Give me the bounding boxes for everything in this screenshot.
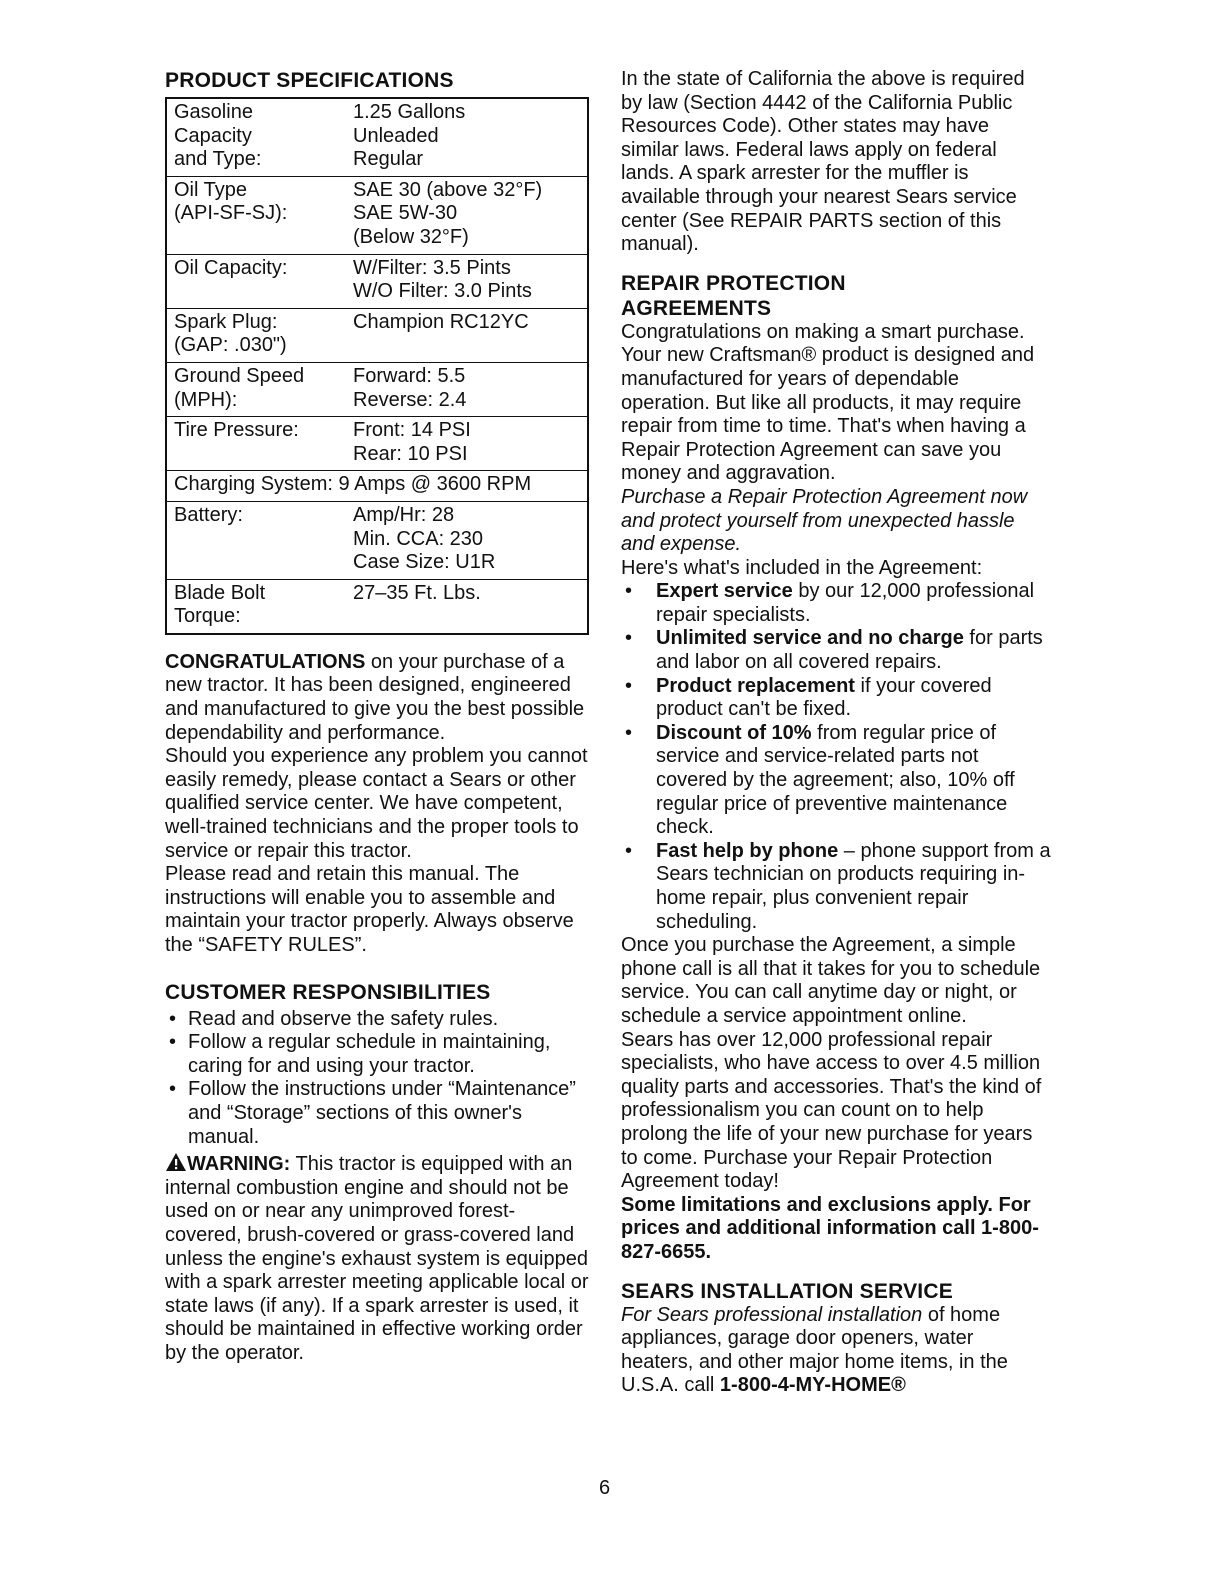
spec-label: Tire Pressure:	[174, 419, 299, 442]
table-row	[166, 254, 588, 308]
rpa-title-line-1: REPAIR PROTECTION	[621, 271, 846, 295]
responsibilities-list	[165, 1008, 590, 1150]
list-item	[621, 722, 1051, 840]
benefit-label: Expert service	[656, 580, 793, 603]
spec-full: Charging System: 9 Amps @ 3600 RPM	[174, 473, 532, 496]
spec-value: 27–35 Ft. Lbs.	[353, 581, 481, 604]
congrats-text: on your purchase of a new tractor. It has been designed, engineered and manufactured to give you the best possible dependability and performance.	[165, 650, 585, 744]
table-row	[166, 579, 588, 634]
spec-value: Front: 14 PSI Rear: 10 PSI	[353, 419, 471, 465]
rpa-paragraph-2: Once you purchase the Agreement, a simple phone call is all that it takes for you to schedule service. You can call anytime day or night, or schedule a service appointment online.	[621, 934, 1041, 1027]
benefit-text: by our 12,000 professional repair specialists.	[656, 580, 1035, 626]
benefit-text: for parts and labor on all covered repairs.	[656, 627, 1043, 674]
congratulations-paragraph	[165, 651, 590, 745]
table-row	[166, 176, 588, 254]
spec-value: W/Filter: 3.5 Pints W/O Filter: 3.0 Pints	[353, 256, 532, 303]
responsibilities-title: CUSTOMER RESPONSIBILITIES	[165, 980, 491, 1004]
california-paragraph: In the state of California the above is required by law (Section 4442 of the California Public Resources Code). Other states may have similar laws. Federal laws apply on federal lands. A spark arrester for the muffler is available through your nearest Sears service center (See REPAIR PARTS section of this manual).	[621, 68, 1025, 256]
benefit-label: Fast help by phone	[656, 839, 839, 862]
congrats-paragraph-3: Please read and retain this manual. The instructions will enable you to assemble and maintain your tractor properly. Always observe the “SAFETY RULES”.	[165, 863, 574, 956]
benefit-text: – phone support from a Sears technician on products requiring in-home repair, plus convenient repair scheduling.	[656, 839, 1051, 933]
spec-label: Spark Plug: (GAP: .030")	[174, 310, 287, 357]
list-item	[621, 840, 1051, 934]
table-row	[166, 501, 588, 579]
spec-value: Amp/Hr: 28 Min. CCA: 230 Case Size: U1R	[353, 503, 496, 574]
table-row	[166, 471, 588, 502]
table-row	[166, 308, 588, 362]
rpa-benefits-list	[621, 580, 1051, 934]
spec-value: Champion RC12YC	[353, 310, 529, 333]
installation-phone: 1-800-4-MY-HOME®	[719, 1374, 906, 1397]
rpa-paragraph-1: Congratulations on making a smart purchase. Your new Craftsman® product is designed and manufactured for years of dependable operation. But like all products, it may require repair from time to time. That's when having a Repair Protection Agreement can save you money and aggravation.	[621, 320, 1035, 485]
benefit-label: Product replacement	[656, 674, 855, 697]
benefit-label: Unlimited service and no charge	[656, 627, 964, 650]
rpa-limitations: Some limitations and exclusions apply. For prices and additional information call 1-800-827-6655.	[621, 1193, 1039, 1263]
installation-title: SEARS INSTALLATION SERVICE	[621, 1279, 953, 1303]
spec-value: SAE 30 (above 32°F) SAE 5W-30 (Below 32°F)	[353, 178, 543, 248]
spec-label: Blade Bolt Torque:	[174, 581, 266, 628]
table-row	[166, 98, 588, 176]
warning-paragraph	[165, 1152, 590, 1365]
list-item	[621, 627, 1051, 674]
list-item: • Follow the instructions under “Maintenance” and “Storage” sections of this owner's manual.	[165, 1078, 590, 1149]
table-row	[166, 362, 588, 416]
right-column	[621, 68, 1051, 1398]
congrats-lead: CONGRATULATIONS	[165, 650, 366, 673]
installation-italic: For Sears professional installation	[621, 1303, 923, 1326]
list-item	[621, 675, 1051, 722]
rpa-italic-paragraph: Purchase a Repair Protection Agreement now and protect yourself from unexpected hassle and expense.	[621, 485, 1028, 556]
warning-label: WARNING:	[187, 1153, 291, 1176]
congrats-paragraph-2: Should you experience any problem you cannot easily remedy, please contact a Sears or other qualified service center. We have competent, well-trained technicians and the proper tools to service or repair this tractor.	[165, 745, 588, 862]
table-row	[166, 417, 588, 471]
benefit-label: Discount of 10%	[656, 721, 812, 744]
spec-value: 1.25 Gallons Unleaded Regular	[353, 101, 466, 171]
list-item: • Follow a regular schedule in maintaining, caring for and using your tractor.	[165, 1031, 590, 1078]
specifications-table	[165, 97, 589, 635]
rpa-paragraph-3: Sears has over 12,000 professional repair specialists, who have access to over 4.5 million quality parts and accessories. That's the kind of professionalism you can count on to help prolong the life of your new purchase for years to come. Purchase your Repair Protection Agreement today!	[621, 1028, 1042, 1193]
spec-label: Battery:	[174, 503, 243, 526]
spec-label: Gasoline Capacity and Type:	[174, 101, 262, 171]
spec-value: Forward: 5.5 Reverse: 2.4	[353, 364, 467, 411]
installation-paragraph	[621, 1304, 1051, 1398]
left-column	[165, 68, 590, 1366]
rpa-title-line-2: AGREEMENTS	[621, 296, 772, 320]
warning-icon	[165, 1152, 187, 1172]
installation-text: of home appliances, garage door openers, water heaters, and other major home items, in the U.S.A. call	[621, 1303, 1008, 1397]
list-item	[621, 580, 1051, 627]
spec-label: Ground Speed (MPH):	[174, 364, 305, 411]
page-number: 6	[599, 1477, 611, 1499]
spec-label: Oil Capacity:	[174, 256, 288, 279]
benefit-text: from regular price of service and service-related parts not covered by the agreement; also, 10% off regular price of preventive maintenance check.	[656, 721, 1015, 839]
spec-label: Oil Type (API-SF-SJ):	[174, 178, 288, 225]
benefit-text: if your covered product can't be fixed.	[656, 674, 992, 721]
specs-title: PRODUCT SPECIFICATIONS	[165, 69, 454, 92]
warning-text: This tractor is equipped with an internal combustion engine and should not be used on or near any unimproved forest-covered, brush-covered or grass-covered land unless the engine's exhaust system is equipped with a spark arrester meeting applicable local or state laws (if any). If a spark arrester is used, it should be maintained in effective working order by the operator.	[165, 1153, 589, 1364]
list-item: • Read and observe the safety rules.	[165, 1008, 590, 1032]
rpa-intro: Here's what's included in the Agreement:	[621, 556, 983, 579]
